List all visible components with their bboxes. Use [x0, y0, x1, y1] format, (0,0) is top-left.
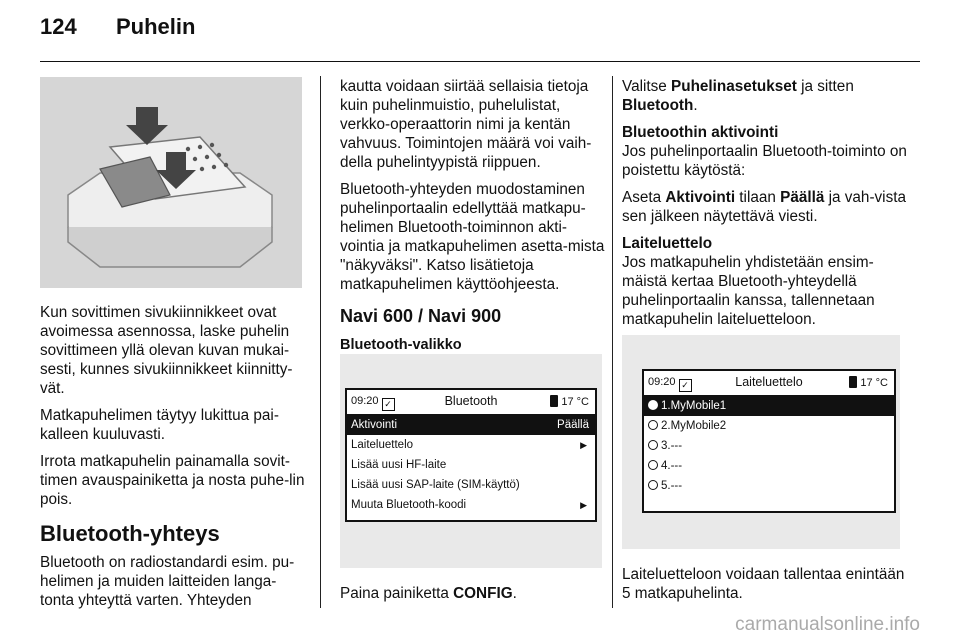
section-heading: Bluetooth-yhteys — [40, 521, 220, 546]
radio-icon — [648, 460, 658, 470]
bluetooth-icon: ✓ — [382, 398, 395, 411]
status-bar — [347, 390, 595, 415]
device-list-item[interactable]: 1.MyMobile1 — [644, 396, 894, 416]
phone-icon — [849, 376, 857, 388]
bluetooth-icon: ✓ — [679, 379, 692, 392]
config-button-label: CONFIG — [453, 585, 513, 602]
column-divider-1 — [320, 76, 321, 608]
right-column: Valitse Puhelinasetukset ja sitten Bluetooth. Bluetoothin aktivointi Jos puhelinportaalin Bluetooth-toiminto on poistettu käytöstä: Aseta Aktivointi tilaan Päällä ja vah-vista sen jälkeen näytettävä viesti. Laiteluettelo Jos matkapuhelin yhdistetään ensim-mäistä kertaa Bluetooth-yhteydellä puhelinportaalin kanssa, tallennetaan matkapuhelin laiteluetteloon. — [622, 77, 912, 337]
chevron-right-icon: ▶ — [580, 440, 587, 450]
radio-selected-icon — [648, 400, 658, 410]
left-column — [40, 303, 308, 618]
screen-title: Bluetooth — [444, 394, 498, 408]
clock: 09:20 — [648, 376, 676, 388]
right-column-bottom — [622, 565, 912, 611]
device-list-item[interactable]: 4.--- — [644, 456, 894, 476]
radio-icon — [648, 480, 658, 490]
phone-adapter-illustration — [40, 77, 302, 288]
device-list-screen — [642, 369, 896, 513]
section-title: Puhelin — [116, 14, 196, 39]
paragraph: Matkapuhelimen täytyy lukittua pai-kalleen kuuluvasti. — [40, 407, 279, 443]
menu-item-aktivointi[interactable]: Aktivointi Päällä — [347, 415, 595, 435]
radio-icon — [648, 420, 658, 430]
column-divider-2 — [612, 76, 613, 608]
page-number: 124 — [40, 14, 77, 39]
radio-icon — [648, 440, 658, 450]
paragraph: Kun sovittimen sivukiinnikkeet ovat avoimessa asennossa, laske puhelin sovittimeen yllä olevan kuvan mukai-sesti, kunnes sivukiinnikkeet kiinnitty-vät. — [40, 304, 293, 397]
middle-column — [340, 77, 606, 363]
screen-title: Laiteluettelo — [735, 375, 803, 389]
paragraph: Irrota matkapuhelin painamalla sovit-timen avauspainiketta ja nosta puhe-lin pois. — [40, 453, 305, 508]
sub-heading: Laiteluettelo — [622, 235, 713, 252]
toggle-value: Päällä — [557, 419, 589, 431]
middle-column-bottom: Paina painiketta CONFIG. — [340, 585, 517, 602]
temperature: 17 °C — [561, 396, 589, 408]
status-bar — [644, 371, 894, 396]
clock: 09:20 — [351, 395, 379, 407]
bluetooth-menu-screen — [345, 388, 597, 522]
paragraph: Laiteluetteloon voidaan tallentaa enintään 5 matkapuhelinta. — [622, 566, 905, 602]
device-list-screenshot — [622, 335, 900, 549]
device-list-item[interactable]: 3.--- — [644, 436, 894, 456]
menu-item-add-hf[interactable]: Lisää uusi HF-laite — [351, 459, 447, 471]
menu-item-add-sap[interactable]: Lisää uusi SAP-laite (SIM-käyttö) — [351, 479, 520, 491]
device-list-item[interactable]: 2.MyMobile2 — [644, 416, 894, 436]
sub-heading: Bluetooth-valikko — [340, 337, 462, 353]
phone-icon — [550, 395, 558, 407]
bluetooth-screenshot — [340, 354, 602, 568]
watermark: carmanualsonline.info — [735, 614, 920, 635]
chevron-right-icon: ▶ — [580, 500, 587, 510]
header-rule — [40, 61, 920, 62]
paragraph: Jos matkapuhelin yhdistetään ensim-mäistä kertaa Bluetooth-yhteydellä puhelinportaalin kanssa, tallennetaan matkapuhelin laiteluetteloon. — [622, 254, 875, 328]
menu-item-change-code[interactable]: Muuta Bluetooth-koodi ▶ — [347, 495, 595, 515]
sub-heading: Bluetoothin aktivointi — [622, 124, 779, 141]
menu-item-laiteluettelo[interactable]: Laiteluettelo ▶ — [347, 435, 595, 455]
device-list-item[interactable]: 5.--- — [644, 476, 894, 496]
paragraph: Bluetooth on radiostandardi esim. pu-helimen ja muiden laitteiden langa-tonta yhteyttä varten. Yhteyden — [40, 554, 295, 609]
paragraph: Jos puhelinportaalin Bluetooth-toiminto on poistettu käytöstä: — [622, 143, 907, 179]
paragraph: Bluetooth-yhteyden muodostaminen puhelinportaalin edellyttää matkapu-helimen Bluetooth-toiminnon akti-vointia ja matkapuhelimen asetta-mista "näkyväksi". Katso lisätietoja matkapuhelimen käyttöohjeesta. — [340, 181, 605, 293]
paragraph: kautta voidaan siirtää sellaisia tietoja kuin puhelinmuistio, puhelulistat, verkko-operaattorin nimi ja kentän vahvuus. Toimintojen määrä voi vaih-della puhelintyypistä riippuen. — [340, 78, 592, 171]
page-header — [40, 14, 195, 40]
section-heading: Navi 600 / Navi 900 — [340, 306, 502, 326]
temperature: 17 °C — [860, 377, 888, 389]
